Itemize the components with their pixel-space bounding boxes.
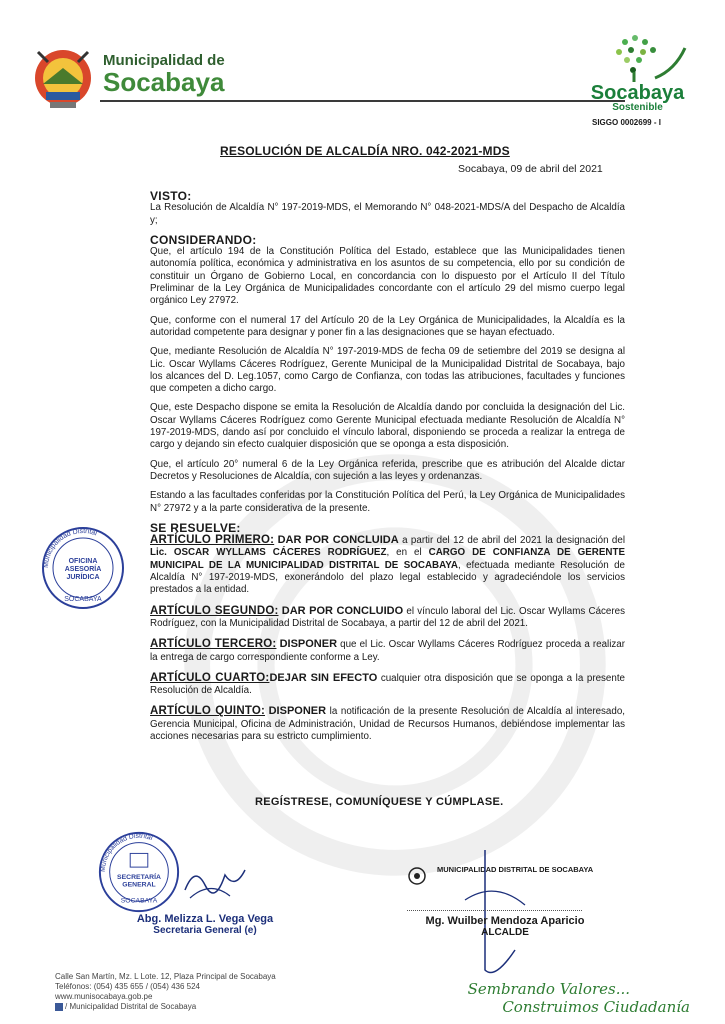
slogan [440, 980, 690, 1016]
brand-left [103, 52, 225, 98]
brand-line2: Socabaya [103, 67, 225, 97]
secretaria-general-stamp [95, 828, 183, 916]
municipal-seal-icon [405, 866, 429, 886]
article-label: ARTÍCULO QUINTO: [150, 705, 266, 718]
signer-right-title: ALCALDE [481, 927, 529, 938]
stamp-text: Municipalidad Distrital [42, 527, 98, 569]
article-tercero [150, 638, 625, 664]
municipal-seal-text: MUNICIPALIDAD DISTRITAL DE SOCABAYA [437, 865, 594, 874]
stamp-text: ASESORÍA [64, 566, 102, 573]
stamp-text: GENERAL [122, 881, 156, 889]
article-text: el vínculo laboral del Lic. Oscar Wyllams Cáceres Rodríguez, con la Municipalidad Distrital de Socabaya, a partir del 12 de abril del 2021. [150, 605, 625, 629]
considerando-paragraph: Que, mediante Resolución de Alcaldía N° 197-2019-MDS de fecha 09 de setiembre del 2019 se designa al Lic. Oscar Wyllams Cáceres Rodríguez, Gerente Municipal de la Municipalidad Distrital de Socabaya, bajo los alcances del D. Leg.1057, como Cargo de Confianza, con todas las atribuciones, facultades y funciones que competen a dicho cargo. [150, 346, 625, 395]
article-cuarto [150, 672, 625, 698]
stamp-text: Municipalidad Distrital [99, 832, 154, 873]
stamp-text: JURÍDICA [66, 574, 100, 581]
considerando-paragraph: Que, el artículo 194 de la Constitución Política del Estado, establece que las Municipalidades tienen autonomía política, económica y administrativa en los asuntos de su competencia, ello por su condición de constituir un Órgano de Gobierno Local, en concordancia con lo dispuesto por el Artículo II del Título Preliminar de la Ley Orgánica de Municipalidades concordante con el artículo 29 del mismo cuerpo legal orgánico Ley 27972. [150, 246, 625, 307]
article-label: ARTÍCULO SEGUNDO: [150, 604, 279, 617]
signer-right [405, 915, 605, 938]
slogan-line1: Sembrando Valores... [467, 980, 630, 998]
brand-right [580, 82, 695, 113]
considerando-paragraph: Que, este Despacho dispone se emita la Resolución de Alcaldía dando por concluida la designación del Lic. Oscar Wyllams Cáceres Rodríguez como Gerente Municipal efectuada mediante Resolución de Alcaldía N° 197-2019-MDS, dando así por concluido el vínculo laboral, disponiendo se proceda a realizar la entrega de cargo y dejando sin efecto cualquier disposición que se oponga a esta disposición. [150, 402, 625, 451]
article-bold: Lic. OSCAR WYLLAMS CÁCERES RODRÍGUEZ [150, 547, 387, 559]
visto-heading: VISTO: [150, 189, 192, 203]
article-action: DAR POR CONCLUIDA [277, 534, 399, 547]
signer-left-name: Abg. Melizza L. Vega Vega [136, 913, 274, 925]
stamp-text: SOCABAYA [120, 897, 158, 905]
svg-text:Municipalidad Distrital [100, 833, 154, 872]
article-action: DISPONER [268, 705, 327, 718]
footer-web: www.munisocabaya.gob.pe [55, 992, 153, 1001]
article-text: que el Lic. Oscar Wyllams Cáceres Rodríguez proceda a realizar la entrega de cargo correspondiente conforme a Ley. [150, 639, 625, 663]
article-label: ARTÍCULO PRIMERO: [150, 534, 275, 547]
article-quinto [150, 705, 625, 743]
article-text: , en el [386, 547, 429, 559]
considerando-paragraph: Estando a las facultades conferidas por la Constitución Política del Perú, la Ley Orgánica de Municipalidades N° 27972 y a la parte considerativa de la presente. [150, 490, 625, 514]
signer-right-name: Mg. Wuilber Mendoza Aparicio [425, 915, 585, 927]
article-text: a partir del 12 de abril del 2021 la designación del [398, 535, 625, 547]
siggo-code: SIGGO 0002699 - I [592, 118, 661, 127]
considerando-paragraph: Que, el artículo 20° numeral 6 de la Ley Orgánica referida, prescribe que es atribución del Alcalde dictar Decretos y Resoluciones de Alcaldía, con sujeción a las leyes y ordenanzas. [150, 458, 625, 482]
signer-left-title: Secretaria General (e) [153, 925, 257, 936]
article-action: DISPONER [279, 638, 338, 651]
footer-address: Calle San Martín, Mz. L Lote. 12, Plaza Principal de Socabaya [55, 972, 276, 981]
brand-line1: Municipalidad de [103, 52, 225, 69]
document-body [150, 188, 625, 751]
article-label: ARTÍCULO CUARTO: [150, 671, 270, 684]
considerando-paragraph: Que, conforme con el numeral 17 del Artículo 20 de la Ley Orgánica de Municipalidades, la Alcaldía es la autoridad competente para designar y poner fin a las designaciones que se hayan efectuado. [150, 314, 625, 338]
facebook-icon [55, 1003, 63, 1011]
brand-right-name: Socabaya [590, 82, 685, 104]
article-action: DEJAR SIN EFECTO [269, 671, 378, 684]
stamp-text: OFICINA [68, 558, 98, 565]
article-text: cualquier otra disposición que se oponga a la presente Resolución de Alcaldía. [150, 672, 625, 697]
footer-facebook: / Municipalidad Distrital de Socabaya [65, 1002, 197, 1011]
article-primero [150, 534, 625, 596]
document-title: RESOLUCIÓN DE ALCALDÍA NRO. 042-2021-MDS [220, 144, 510, 158]
considerando-heading: CONSIDERANDO: [150, 232, 257, 247]
municipal-crest-logo [28, 40, 98, 112]
article-bold: CARGO DE CONFIANZA DE GERENTE MUNICIPAL DE LA MUNICIPALIDAD DISTRITAL DE SOCABAYA [150, 547, 625, 571]
signature-line [407, 910, 582, 911]
article-text: la notificación de la presente Resolución de Alcaldía al interesado, Gerencia Municipal, Oficina de Administración, Unidad de Recursos Humanos, debiéndose implementar las acciones necesarias para su estricto cumplimiento. [150, 706, 625, 742]
stamp-text: SECRETARÍA [117, 873, 161, 881]
footer-facebook-line [55, 1002, 276, 1012]
signer-left [125, 913, 285, 936]
closing-formula: REGÍSTRESE, COMUNÍQUESE Y CÚMPLASE. [255, 796, 504, 808]
resuelve-heading: SE RESUELVE: [150, 520, 241, 535]
footer-contact [55, 972, 276, 1012]
signature-left [180, 860, 250, 900]
brand-right-sub: Sostenible [612, 102, 663, 113]
visto-text: La Resolución de Alcaldía N° 197-2019-MDS, el Memorando N° 048-2021-MDS/A del Despacho de Alcaldía y; [150, 202, 625, 226]
article-text: , efectuada mediante Resolución de Alcaldía N° 197-2019-MDS, exonerándolo del plazo legal establecido y agradeciéndole los servicios prestados a la entidad. [150, 559, 625, 596]
footer-phones: Teléfonos: (054) 435 655 / (054) 436 524 [55, 982, 200, 991]
document-date: Socabaya, 09 de abril del 2021 [458, 163, 603, 175]
article-label: ARTÍCULO TERCERO: [150, 638, 277, 651]
article-segundo [150, 605, 625, 631]
header-divider [100, 100, 625, 102]
slogan-line2: Construimos Ciudadanía [502, 998, 690, 1016]
stamp-text: SOCABAYA [64, 596, 102, 603]
article-action: DAR POR CONCLUIDO [281, 604, 404, 617]
asesoria-juridica-stamp [38, 523, 128, 613]
